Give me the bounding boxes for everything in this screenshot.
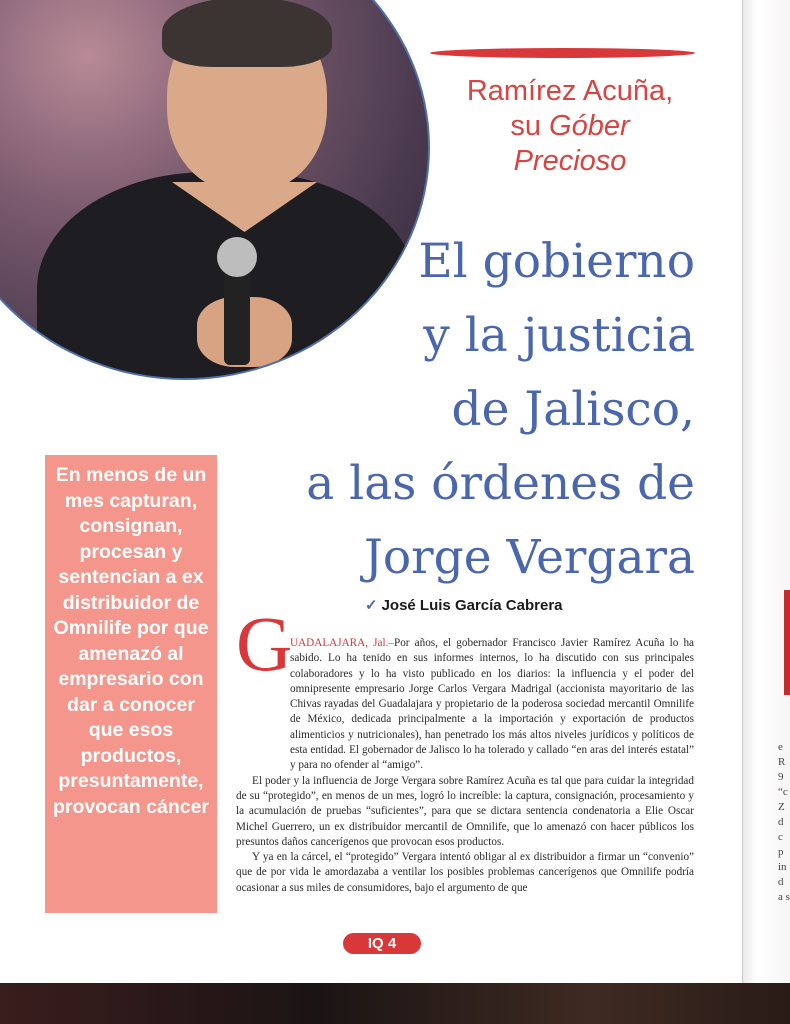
byline — [365, 596, 563, 614]
microphone-head — [217, 237, 257, 277]
page-number-badge: IQ 4 — [343, 933, 421, 954]
headline-line: El gobierno — [418, 234, 695, 289]
kicker-line-2-prefix: su — [510, 110, 550, 142]
article-paragraph: Y ya en la cárcel, el “protegido” Vergara intentó obligar al ex distribuidor a firmar un “convenio” que de por vida le amordazaba a ventilar los posibles problemas cancerígenos que Omnilife podría ocasionar a sus miles de consumidores, bajo el argumento de que — [236, 851, 694, 894]
facing-page-fragment: in — [778, 861, 787, 873]
facing-page-fragment: 9 — [778, 771, 784, 783]
headline-line: Jorge Vergara — [364, 530, 695, 585]
kicker-line-3-emphasis: Precioso — [513, 145, 627, 177]
checkmark-icon: ✓ — [365, 597, 378, 614]
facing-page-fragment: p — [778, 846, 784, 858]
sidebar-text: En menos de un mes capturan, consignan, procesan y sentencian a ex distribuidor de Omnilife por que amenazó al empresario con dar a conocer que esos productos, presuntamente, provocan cáncer — [52, 464, 210, 818]
headline-line: y la justicia — [423, 308, 695, 363]
kicker-line-2 — [440, 109, 700, 144]
facing-page-fragment: d — [778, 816, 784, 828]
kicker-line-2-emphasis: Góber — [549, 110, 630, 142]
byline-author: José Luis García Cabrera — [381, 597, 563, 614]
facing-page-fragment: Z — [778, 801, 785, 813]
decorative-red-bar — [430, 48, 695, 58]
facing-page-fragment: a s — [778, 891, 790, 903]
article-paragraph: El poder y la influencia de Jorge Vergara sobre Ramírez Acuña es tal que para cuidar la integridad de su “protegido”, en menos de un mes, logró lo increíble: la captura, consignación, procesamiento y la acumulación de pruebas “suficientes”, para que se dictara sentencia condenatoria a Elie Oscar Michel Guerrero, un ex distribuidor mercantil de Omnilife, que lo amenazó con hacer públicos los presuntos daños cancerígenos que provocan esos productos. — [236, 774, 694, 848]
facing-page-fragment: “c — [778, 786, 788, 798]
facing-page-text-fragments — [778, 740, 790, 905]
bottom-photo-strip — [0, 983, 790, 1024]
kicker-line-1: Ramírez Acuña, — [466, 75, 674, 107]
dateline: UADALAJARA, Jal.– — [290, 637, 394, 649]
kicker — [440, 74, 700, 179]
headline-line: a las órdenes de — [306, 456, 695, 511]
headline — [270, 225, 695, 595]
article-paragraph — [236, 636, 694, 774]
facing-page-fragment: d — [778, 876, 784, 888]
facing-page-fragment: R — [778, 756, 786, 768]
article-body — [236, 636, 694, 896]
headline-line: de Jalisco, — [451, 382, 695, 437]
drop-cap: G — [236, 600, 293, 687]
article-paragraph-1-text: Por años, el gobernador Francisco Javier Ramírez Acuña lo ha sabido. Lo ha tenido en sus informes internos, lo ha discutido con sus principales colaboradores y lo ha visto publicado en los diarios: la influencia y el poder del omnipresente empresario Jorge Carlos Vergara Madrigal (accionista mayoritario de las Chivas rayadas del Guadalajara y propietario de la poderosa sociedad mercantil Omnilife de México, dedicada principalmente a la importación y exportación de productos alimenticios y nutricionales), han penetrado los más altos niveles jurídicos y políticos de esta entidad. El gobernador de Jalisco lo ha tolerado y callado “en aras del interés estatal” y para no ofender al “amigo”. — [290, 637, 694, 772]
facing-page-fragment: e — [778, 741, 783, 753]
photo-hair — [162, 0, 332, 67]
sidebar-summary-box — [45, 455, 217, 913]
facing-page-fragment: c — [778, 831, 783, 843]
kicker-line-3 — [440, 144, 700, 179]
facing-page-red-block — [784, 590, 790, 695]
article-first-line — [236, 636, 694, 774]
